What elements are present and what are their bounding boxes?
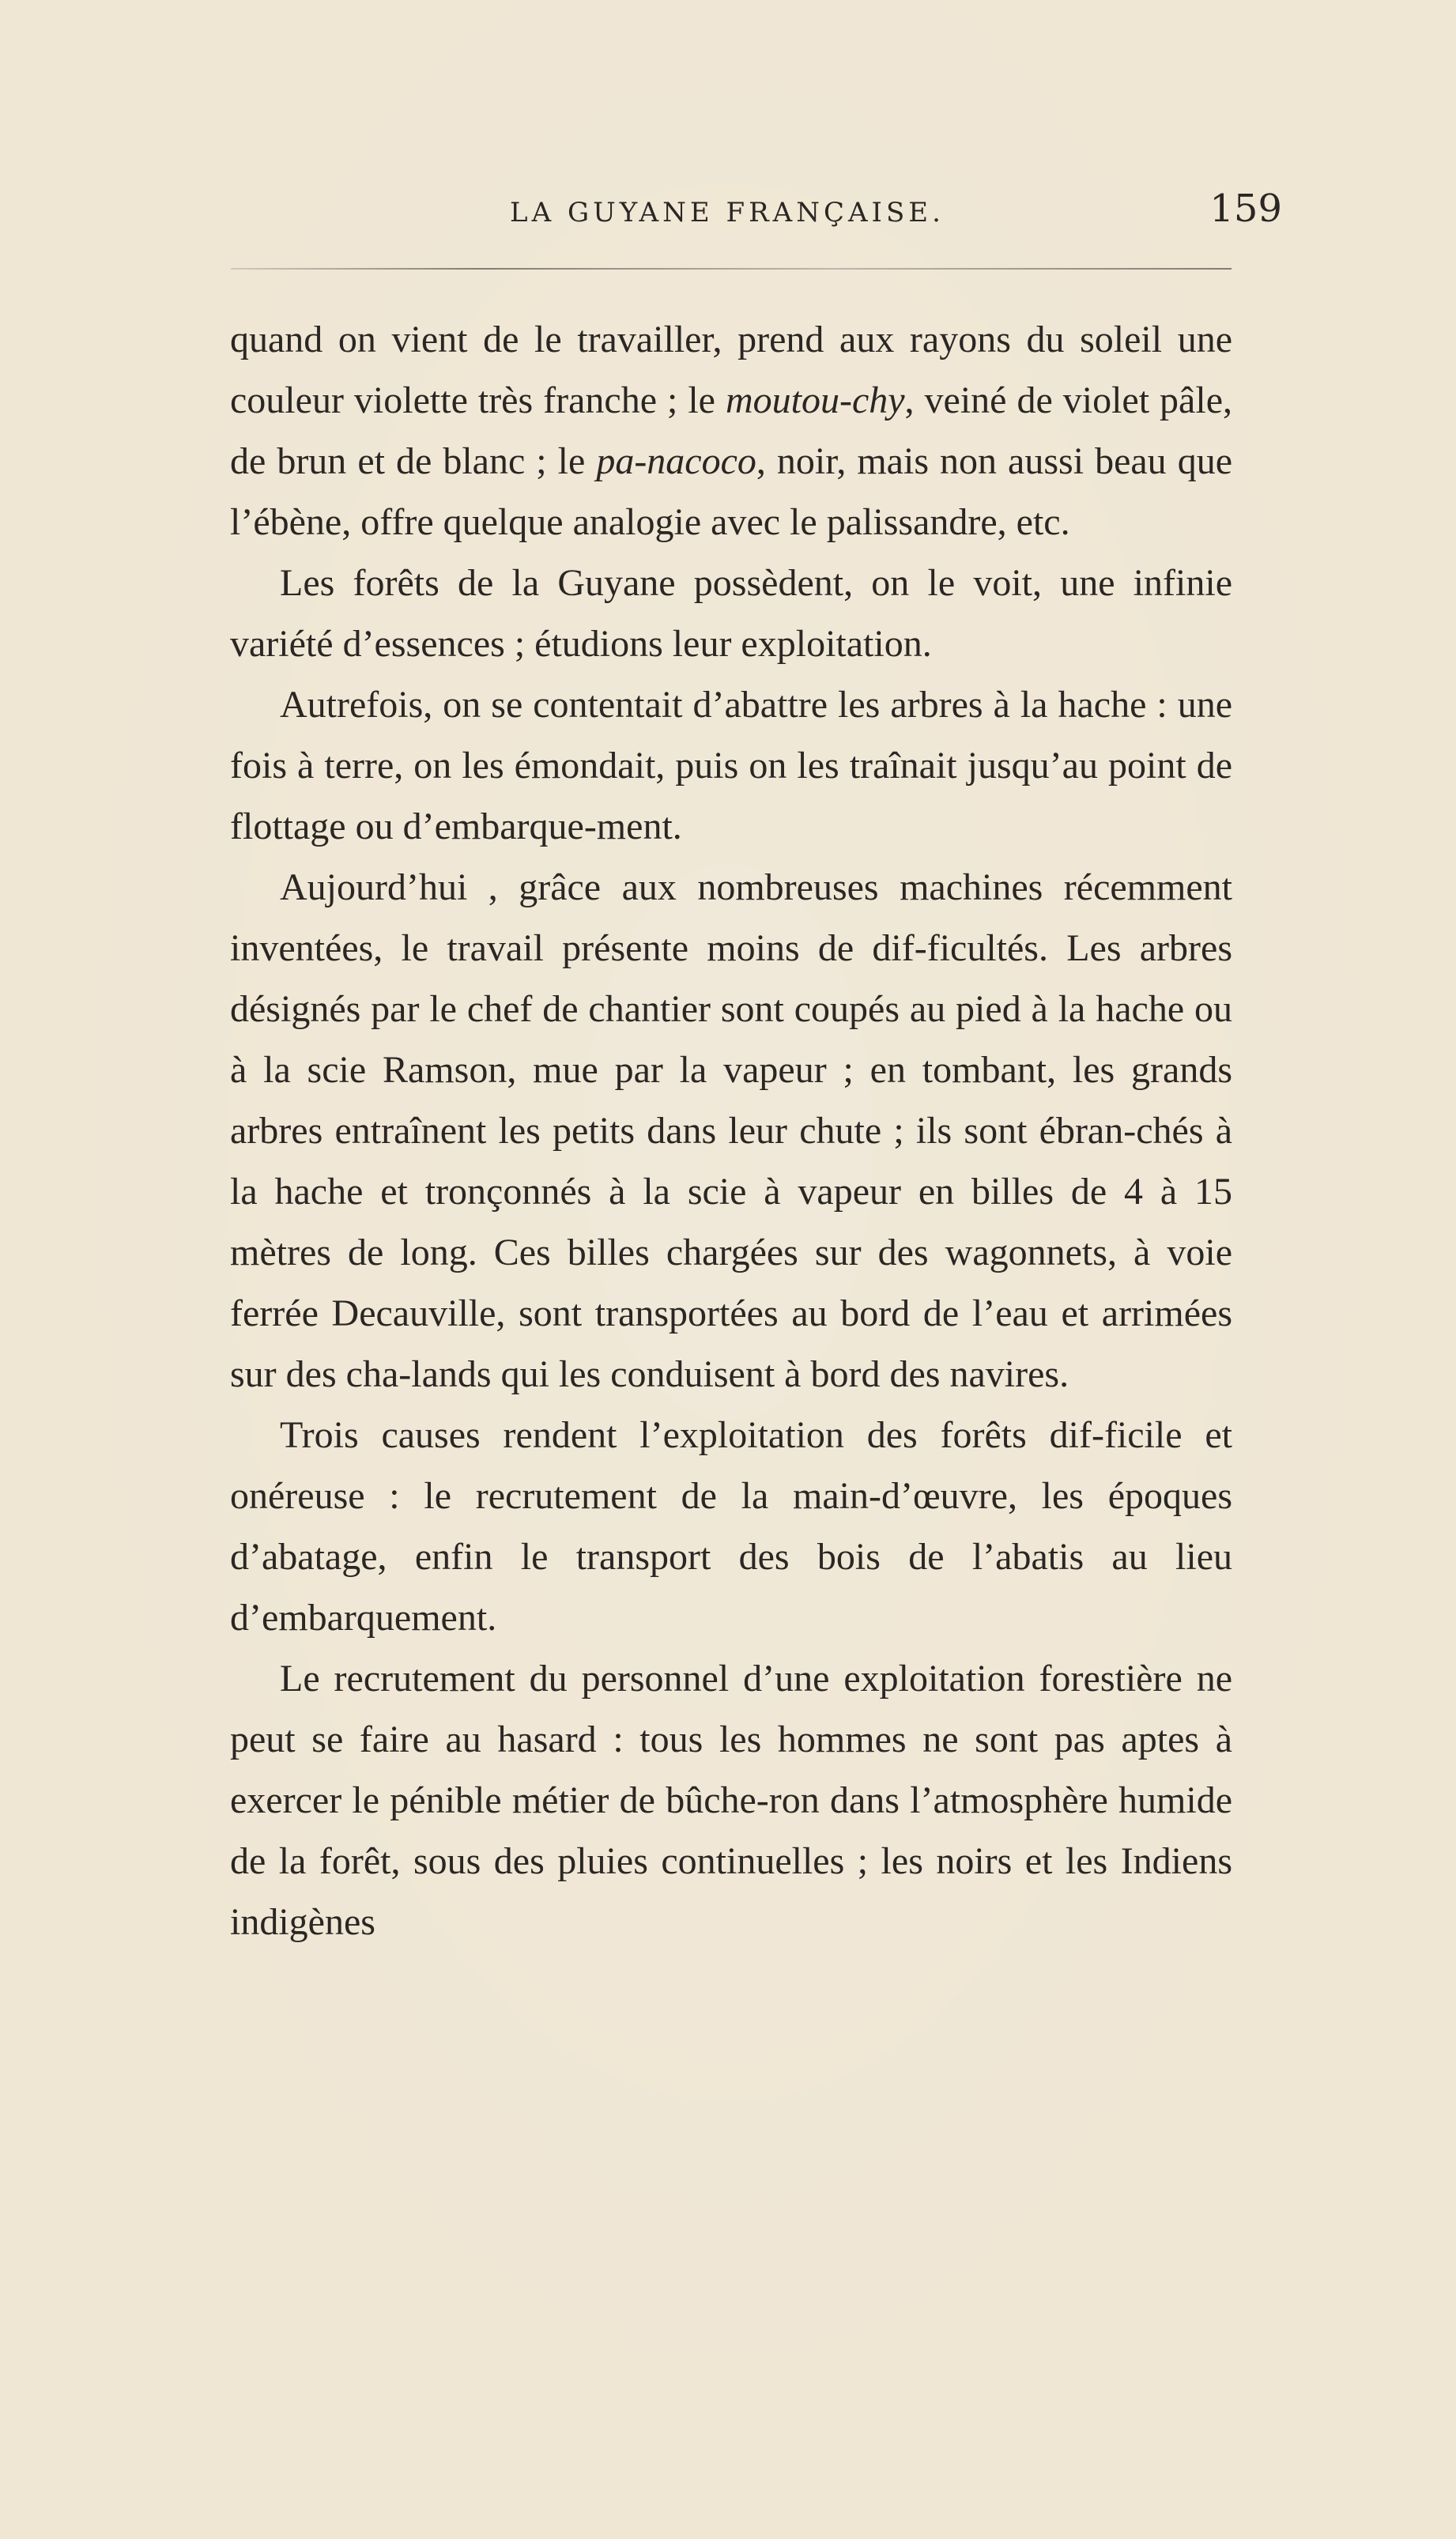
paragraph-3: Autrefois, on se contentait d’abattre les arbres à la hache : une fois à terre, on les émondait, puis on les traînait jusqu’au point de flottage ou d’embarque-ment. <box>230 684 1232 847</box>
page-number: 159 <box>1209 187 1282 231</box>
running-title: LA GUYANE FRANÇAISE. <box>510 197 945 228</box>
header-rule <box>231 268 1232 270</box>
wood-name-moutouchy: moutou-chy <box>725 379 905 421</box>
paragraph-1-text-before-moutouchy: quand on vient de le travailler, prend aux rayons du soleil une couleur violette très franche ; le <box>230 319 1232 421</box>
paragraph-4: Aujourd’hui , grâce aux nombreuses machines récemment inventées, le travail présente moins de dif-ficultés. Les arbres désignés par le chef de chantier sont coupés au pied à la hache ou à la scie Ramson, mue par la vapeur ; en tombant, les grands arbres entraînent les petits dans leur chute ; ils sont ébran-chés à la hache et tronçonnés à la scie à vapeur en billes de 4 à 15 mètres de long. Ces billes chargées sur des wagonnets, à voie ferrée Decauville, sont transportées au bord de l’eau et arrimées sur des cha-lands qui les conduisent à bord des navires. <box>230 866 1232 1395</box>
paragraph-2: Les forêts de la Guyane possèdent, on le voit, une infinie variété d’essences ; étudions leur exploitation. <box>230 562 1232 665</box>
paragraph-5: Trois causes rendent l’exploitation des forêts dif-ficile et onéreuse : le recrutement de la main-d’œuvre, les époques d’abatage, enfin le transport des bois de l’abatis au lieu d’embarquement. <box>230 1414 1232 1639</box>
wood-name-panacoco: pa-nacoco <box>596 440 756 482</box>
paragraph-1-text-after-panacoco: , noir, mais non aussi beau que l’ébène, offre quelque analogie avec le palissandre, etc. <box>230 440 1232 543</box>
page-header <box>231 187 1282 242</box>
paragraph-1 <box>230 309 1232 553</box>
body-text <box>230 309 1232 2222</box>
paragraph-1-text-before-panacoco: , veiné de violet pâle, de brun et de blanc ; le <box>230 379 1232 482</box>
paragraph-6: Le recrutement du personnel d’une exploitation forestière ne peut se faire au hasard : tous les hommes ne sont pas aptes à exercer le pénible métier de bûche-ron dans l’atmosphère humide de la forêt, sous des pluies continuelles ; les noirs et les Indiens indigènes <box>230 1658 1232 1943</box>
